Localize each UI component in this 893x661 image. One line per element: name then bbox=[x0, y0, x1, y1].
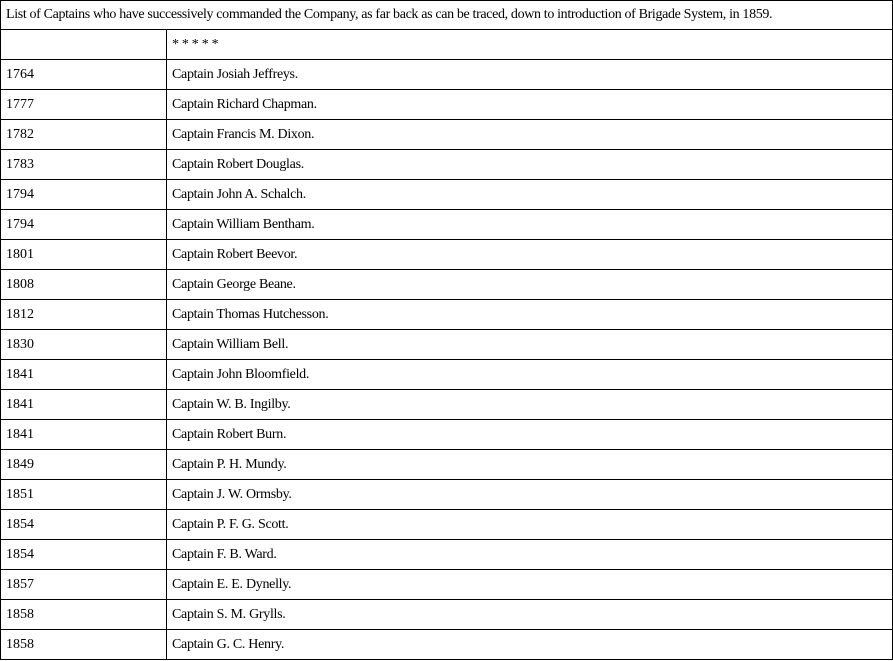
year-cell: 1808 bbox=[1, 270, 167, 300]
table-row bbox=[1, 570, 893, 600]
table-row bbox=[1, 540, 893, 570]
captain-name-cell: Captain Josiah Jeffreys. bbox=[167, 60, 893, 90]
captain-name-cell: Captain P. H. Mundy. bbox=[167, 450, 893, 480]
table-row bbox=[1, 360, 893, 390]
table-row bbox=[1, 390, 893, 420]
captain-name-cell: Captain Robert Beevor. bbox=[167, 240, 893, 270]
table-row bbox=[1, 210, 893, 240]
table-row bbox=[1, 30, 893, 60]
year-cell: 1830 bbox=[1, 330, 167, 360]
table-row bbox=[1, 240, 893, 270]
table-row bbox=[1, 90, 893, 120]
captain-name-cell: Captain William Bentham. bbox=[167, 210, 893, 240]
captain-name-cell: Captain S. M. Grylls. bbox=[167, 600, 893, 630]
captain-name-cell: Captain John Bloomfield. bbox=[167, 360, 893, 390]
year-cell: 1764 bbox=[1, 60, 167, 90]
captain-name-cell: Captain Richard Chapman. bbox=[167, 90, 893, 120]
year-cell: 1849 bbox=[1, 450, 167, 480]
table-row bbox=[1, 330, 893, 360]
year-cell: 1777 bbox=[1, 90, 167, 120]
caption-row bbox=[1, 1, 893, 30]
table-row bbox=[1, 600, 893, 630]
captain-name-cell: Captain Robert Douglas. bbox=[167, 150, 893, 180]
year-cell: 1783 bbox=[1, 150, 167, 180]
captains-table-body bbox=[1, 1, 893, 660]
year-cell: 1858 bbox=[1, 630, 167, 660]
table-row bbox=[1, 150, 893, 180]
captain-name-cell: Captain F. B. Ward. bbox=[167, 540, 893, 570]
captain-name-cell: Captain John A. Schalch. bbox=[167, 180, 893, 210]
captain-name-cell: Captain W. B. Ingilby. bbox=[167, 390, 893, 420]
captain-name-cell: * * * * * bbox=[167, 30, 893, 60]
year-cell: 1854 bbox=[1, 510, 167, 540]
table-row bbox=[1, 420, 893, 450]
year-cell: 1841 bbox=[1, 420, 167, 450]
captain-name-cell: Captain Thomas Hutchesson. bbox=[167, 300, 893, 330]
table-row bbox=[1, 480, 893, 510]
year-cell bbox=[1, 30, 167, 60]
year-cell: 1794 bbox=[1, 210, 167, 240]
table-row bbox=[1, 180, 893, 210]
year-cell: 1841 bbox=[1, 390, 167, 420]
table-row bbox=[1, 510, 893, 540]
table-row bbox=[1, 60, 893, 90]
table-row bbox=[1, 300, 893, 330]
year-cell: 1851 bbox=[1, 480, 167, 510]
table-row bbox=[1, 450, 893, 480]
table-row bbox=[1, 120, 893, 150]
captain-name-cell: Captain J. W. Ormsby. bbox=[167, 480, 893, 510]
year-cell: 1794 bbox=[1, 180, 167, 210]
table-row bbox=[1, 630, 893, 660]
captain-name-cell: Captain George Beane. bbox=[167, 270, 893, 300]
year-cell: 1841 bbox=[1, 360, 167, 390]
captain-name-cell: Captain Francis M. Dixon. bbox=[167, 120, 893, 150]
captain-name-cell: Captain Robert Burn. bbox=[167, 420, 893, 450]
year-cell: 1801 bbox=[1, 240, 167, 270]
captain-name-cell: Captain E. E. Dynelly. bbox=[167, 570, 893, 600]
year-cell: 1782 bbox=[1, 120, 167, 150]
captain-name-cell: Captain P. F. G. Scott. bbox=[167, 510, 893, 540]
captain-name-cell: Captain William Bell. bbox=[167, 330, 893, 360]
year-cell: 1854 bbox=[1, 540, 167, 570]
table-caption: List of Captains who have successively commanded the Company, as far back as can be traced, down to introduction of Brigade System, in 1859. bbox=[1, 1, 893, 30]
year-cell: 1857 bbox=[1, 570, 167, 600]
captain-name-cell: Captain G. C. Henry. bbox=[167, 630, 893, 660]
year-cell: 1812 bbox=[1, 300, 167, 330]
table-row bbox=[1, 270, 893, 300]
year-cell: 1858 bbox=[1, 600, 167, 630]
